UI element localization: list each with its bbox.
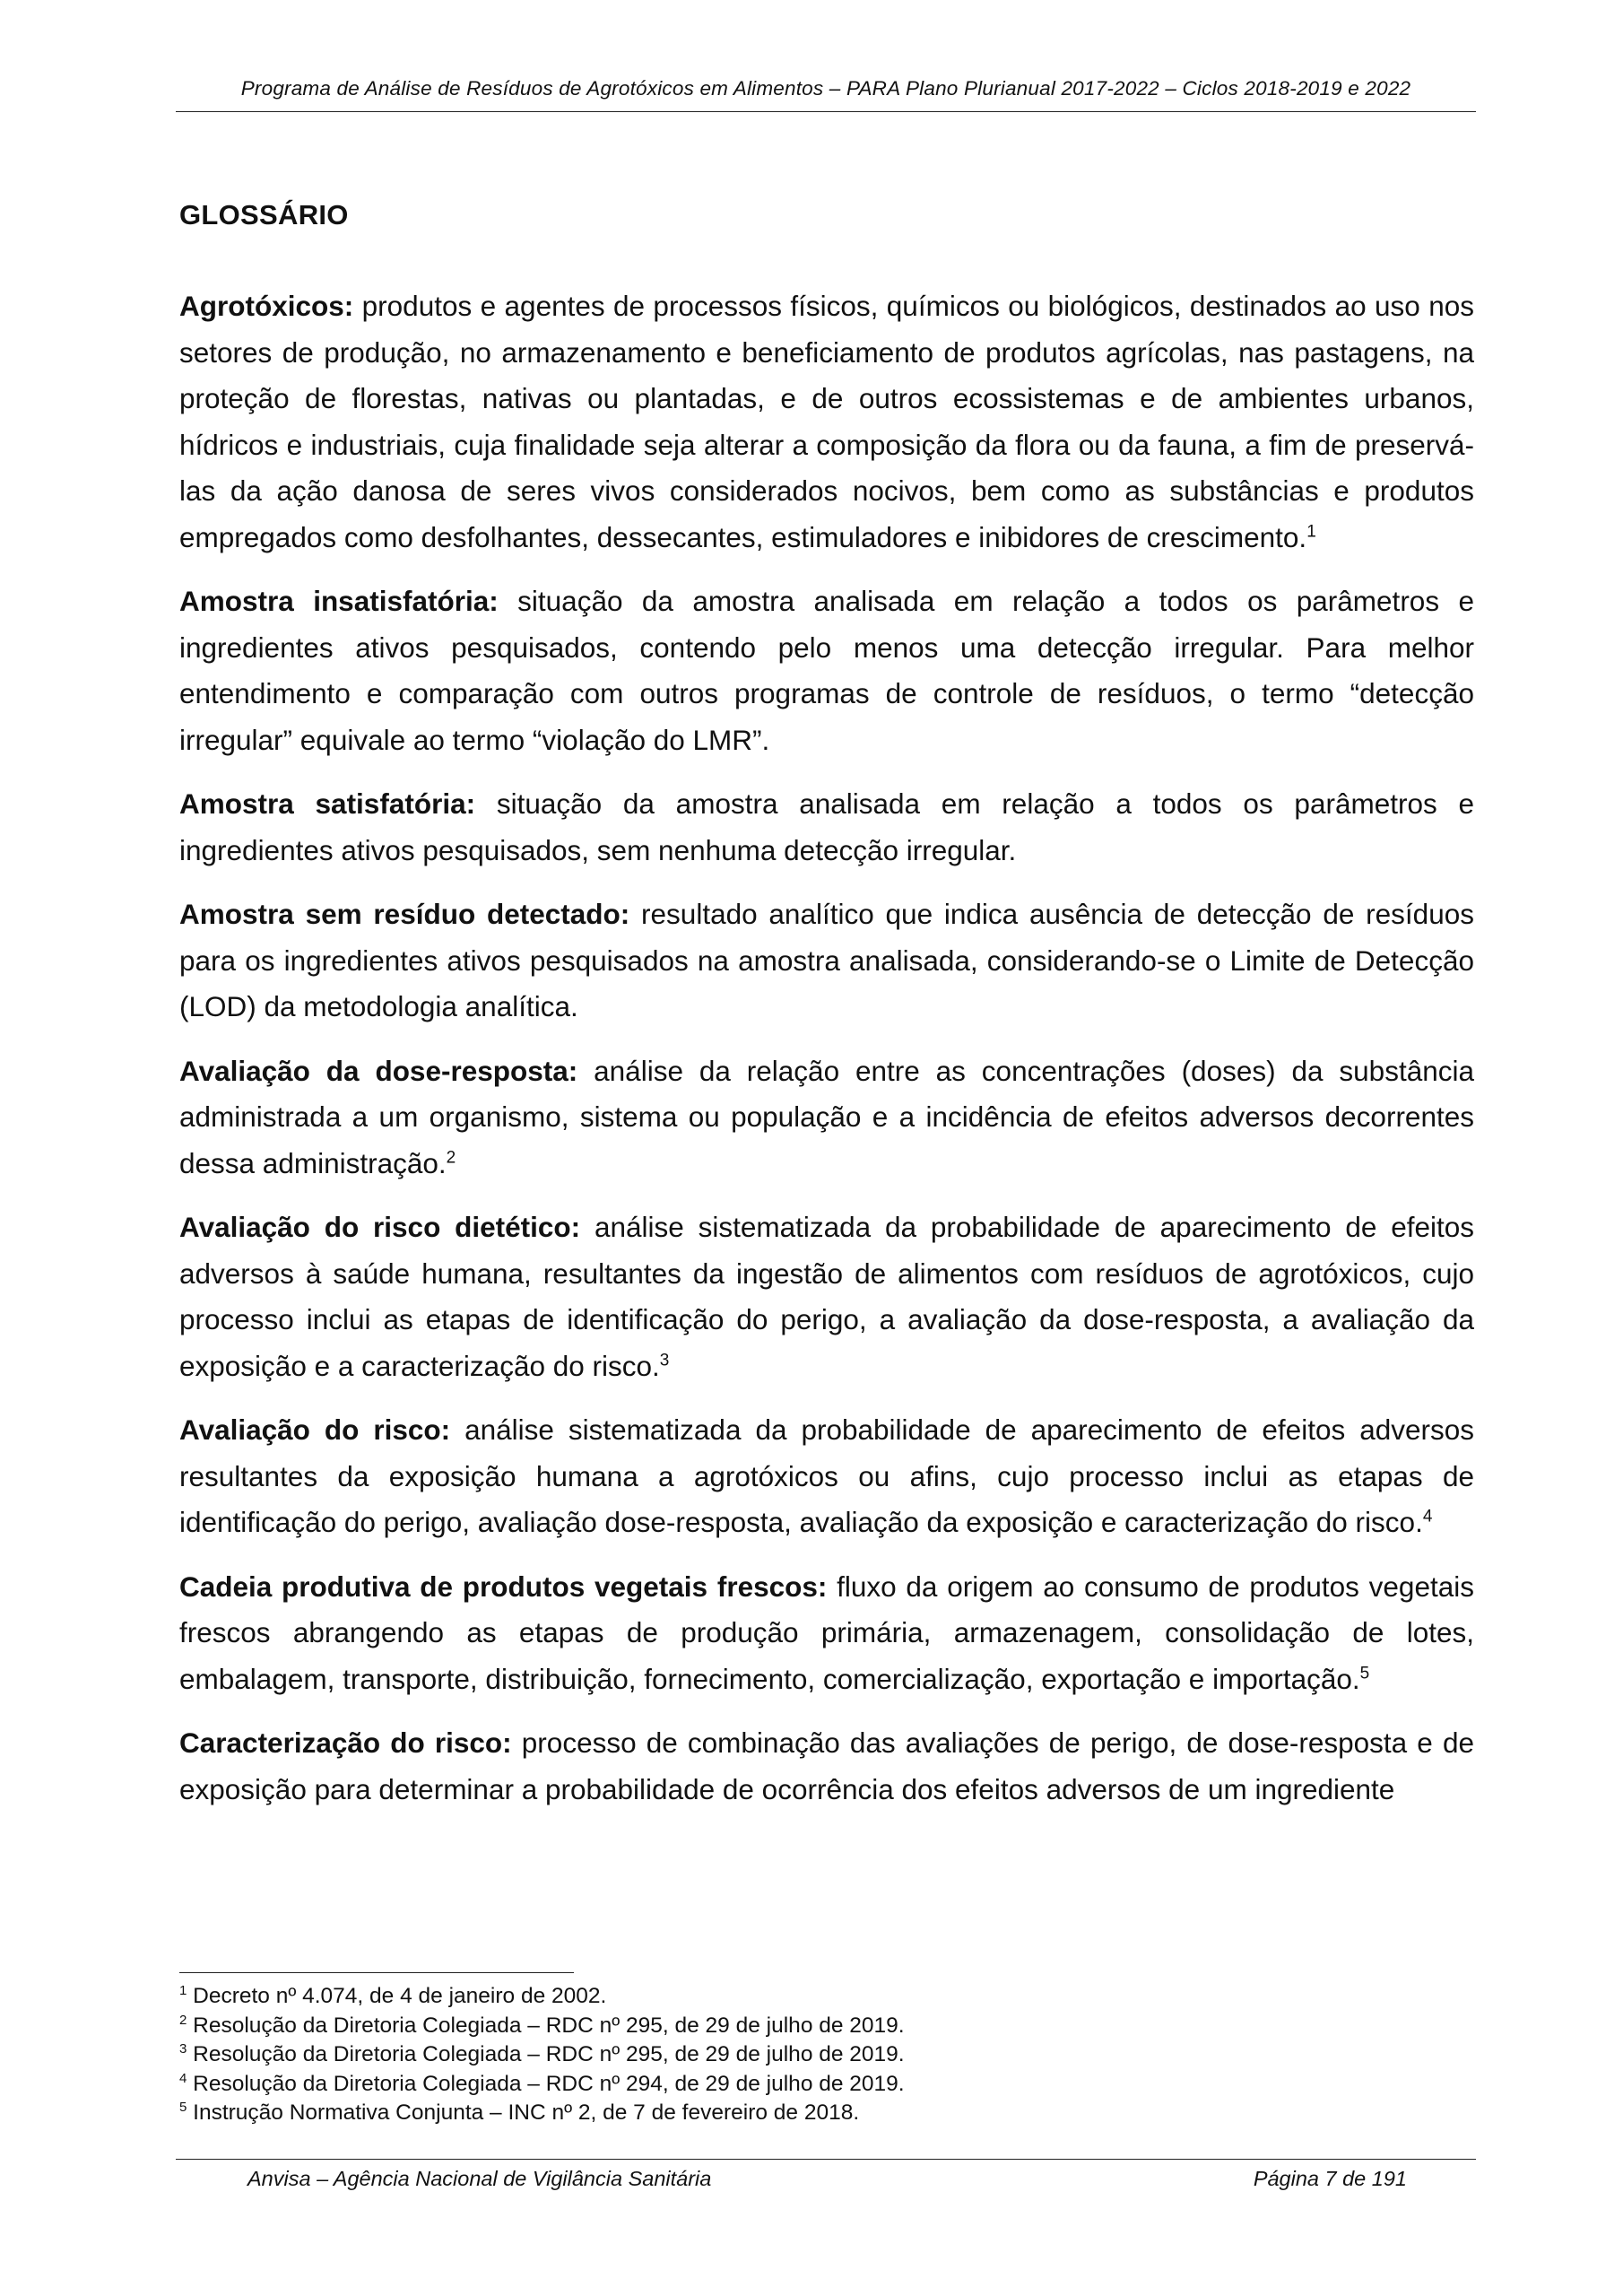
header-divider	[176, 111, 1476, 112]
footnote-text: Decreto nº 4.074, de 4 de janeiro de 2002.	[187, 1984, 607, 2008]
glossary-definition: processo de combinação das avaliações de perigo, de dose-resposta e de exposição para determinar a probabilidade de ocorrência dos efeitos adversos de um ingrediente	[179, 1726, 1474, 1805]
page-number: Página 7 de 191	[1253, 2167, 1407, 2190]
glossary-term: Amostra sem resíduo detectado:	[179, 898, 630, 930]
glossary-definition: situação da amostra analisada em relação a todos os parâmetros e ingredientes ativos pesquisados, sem nenhuma detecção irregular.	[179, 787, 1475, 866]
footnote-ref[interactable]: 2	[446, 1148, 456, 1167]
glossary-term: Amostra satisfatória:	[179, 787, 476, 820]
section-title: GLOSSÁRIO	[179, 199, 349, 230]
footnote-item	[179, 2070, 1471, 2100]
footer-agency: Anvisa – Agência Nacional de Vigilância Sanitária	[247, 2167, 712, 2190]
glossary-term: Caracterização do risco:	[179, 1726, 512, 1759]
footnote-item	[179, 2099, 1471, 2128]
glossary-entry-avaliacao-risco-dietetico	[179, 1205, 1474, 1389]
footnote-ref[interactable]: 5	[1359, 1664, 1370, 1683]
glossary-term: Amostra insatisfatória:	[179, 585, 499, 617]
footer-divider	[176, 2159, 1476, 2160]
glossary-definition: resultado analítico que indica ausência de detecção de resíduos para os ingredientes ativos pesquisados na amostra analisada, considerando-se o Limite de Detecção (LOD) da metodologia analítica.	[179, 898, 1474, 1022]
footnote-ref[interactable]: 3	[659, 1351, 670, 1370]
footnote-text: Instrução Normativa Conjunta – INC nº 2, de 7 de fevereiro de 2018.	[187, 2100, 860, 2125]
glossary-entry-amostra-insatisfatoria	[179, 578, 1474, 763]
glossary-entry-caracterizacao-risco	[179, 1720, 1474, 1813]
glossary-definition: análise sistematizada da probabilidade de aparecimento de efeitos adversos à saúde humana, resultantes da ingestão de alimentos com resíduos de agrotóxicos, cujo processo inclui as etapas de identificação do perigo, a avaliação da dose-resposta, a avaliação da exposição e a caracterização do risco.	[179, 1211, 1474, 1382]
footnote-ref[interactable]: 4	[1422, 1507, 1433, 1526]
running-header: Programa de Análise de Resíduos de Agrotóxicos em Alimentos – PARA Plano Plurianual 2017-2022 – Ciclos 2018-2019 e 2022	[240, 77, 1411, 100]
footnote-text: Resolução da Diretoria Colegiada – RDC nº 294, de 29 de julho de 2019.	[187, 2071, 905, 2096]
glossary-entry-avaliacao-risco	[179, 1407, 1474, 1546]
glossary-definition: situação da amostra analisada em relação a todos os parâmetros e ingredientes ativos pesquisados, contendo pelo menos uma detecção irregular. Para melhor entendimento e comparação com outros programas de controle de resíduos, o termo “detecção irregular” equivale ao termo “violação do LMR”.	[179, 585, 1474, 756]
footnote-number: 1	[179, 1982, 187, 1998]
glossary-definition: análise da relação entre as concentrações (doses) da substância administrada a um organismo, sistema ou população e a incidência de efeitos adversos decorrentes dessa administração.	[179, 1054, 1474, 1179]
footnote-number: 5	[179, 2099, 187, 2115]
footnote-text: Resolução da Diretoria Colegiada – RDC nº 295, de 29 de julho de 2019.	[187, 2042, 905, 2066]
glossary-entry-amostra-satisfatoria	[179, 781, 1474, 874]
glossary-definition: fluxo da origem ao consumo de produtos vegetais frescos abrangendo as etapas de produção primária, armazenagem, consolidação de lotes, embalagem, transporte, distribuição, fornecimento, comercialização, exportação e importação.	[179, 1570, 1474, 1695]
glossary-term: Cadeia produtiva de produtos vegetais frescos:	[179, 1570, 828, 1603]
glossary-definition: produtos e agentes de processos físicos, químicos ou biológicos, destinados ao uso nos setores de produção, no armazenamento e beneficiamento de produtos agrícolas, nas pastagens, na proteção de florestas, nativas ou plantadas, e de outros ecossistemas e de ambientes urbanos, hídricos e industriais, cuja finalidade seja alterar a composição da flora ou da fauna, a fim de preservá-las da ação danosa de seres vivos considerados nocivos, bem como as substâncias e produtos empregados como desfolhantes, dessecantes, estimuladores e inibidores de crescimento.	[179, 290, 1474, 553]
glossary-term: Avaliação do risco:	[179, 1413, 451, 1446]
footnote-ref[interactable]: 1	[1306, 522, 1316, 541]
footnote-item	[179, 2040, 1471, 2070]
glossary-entry-amostra-sem-residuo	[179, 891, 1474, 1031]
footnote-divider	[179, 1972, 574, 1973]
glossary-term: Avaliação da dose-resposta:	[179, 1054, 578, 1087]
glossary-definition: análise sistematizada da probabilidade de aparecimento de efeitos adversos resultantes da exposição humana a agrotóxicos ou afins, cujo processo inclui as etapas de identificação do perigo, avaliação dose-resposta, avaliação da exposição e caracterização do risco.	[179, 1413, 1475, 1538]
footnote-number: 2	[179, 2012, 187, 2028]
glossary-term: Avaliação do risco dietético:	[179, 1211, 581, 1243]
footnote-text: Resolução da Diretoria Colegiada – RDC nº 295, de 29 de julho de 2019.	[187, 2013, 905, 2038]
glossary-list	[179, 283, 1474, 1831]
glossary-term: Agrotóxicos:	[179, 290, 354, 322]
footnote-item	[179, 2012, 1471, 2041]
glossary-entry-cadeia-produtiva	[179, 1564, 1474, 1703]
footnotes	[179, 1982, 1471, 2128]
footnote-number: 3	[179, 2040, 187, 2057]
glossary-entry-agrotoxicos	[179, 283, 1474, 561]
footnote-number: 4	[179, 2070, 187, 2086]
footnote-item	[179, 1982, 1471, 2012]
glossary-entry-avaliacao-dose-resposta	[179, 1048, 1474, 1187]
